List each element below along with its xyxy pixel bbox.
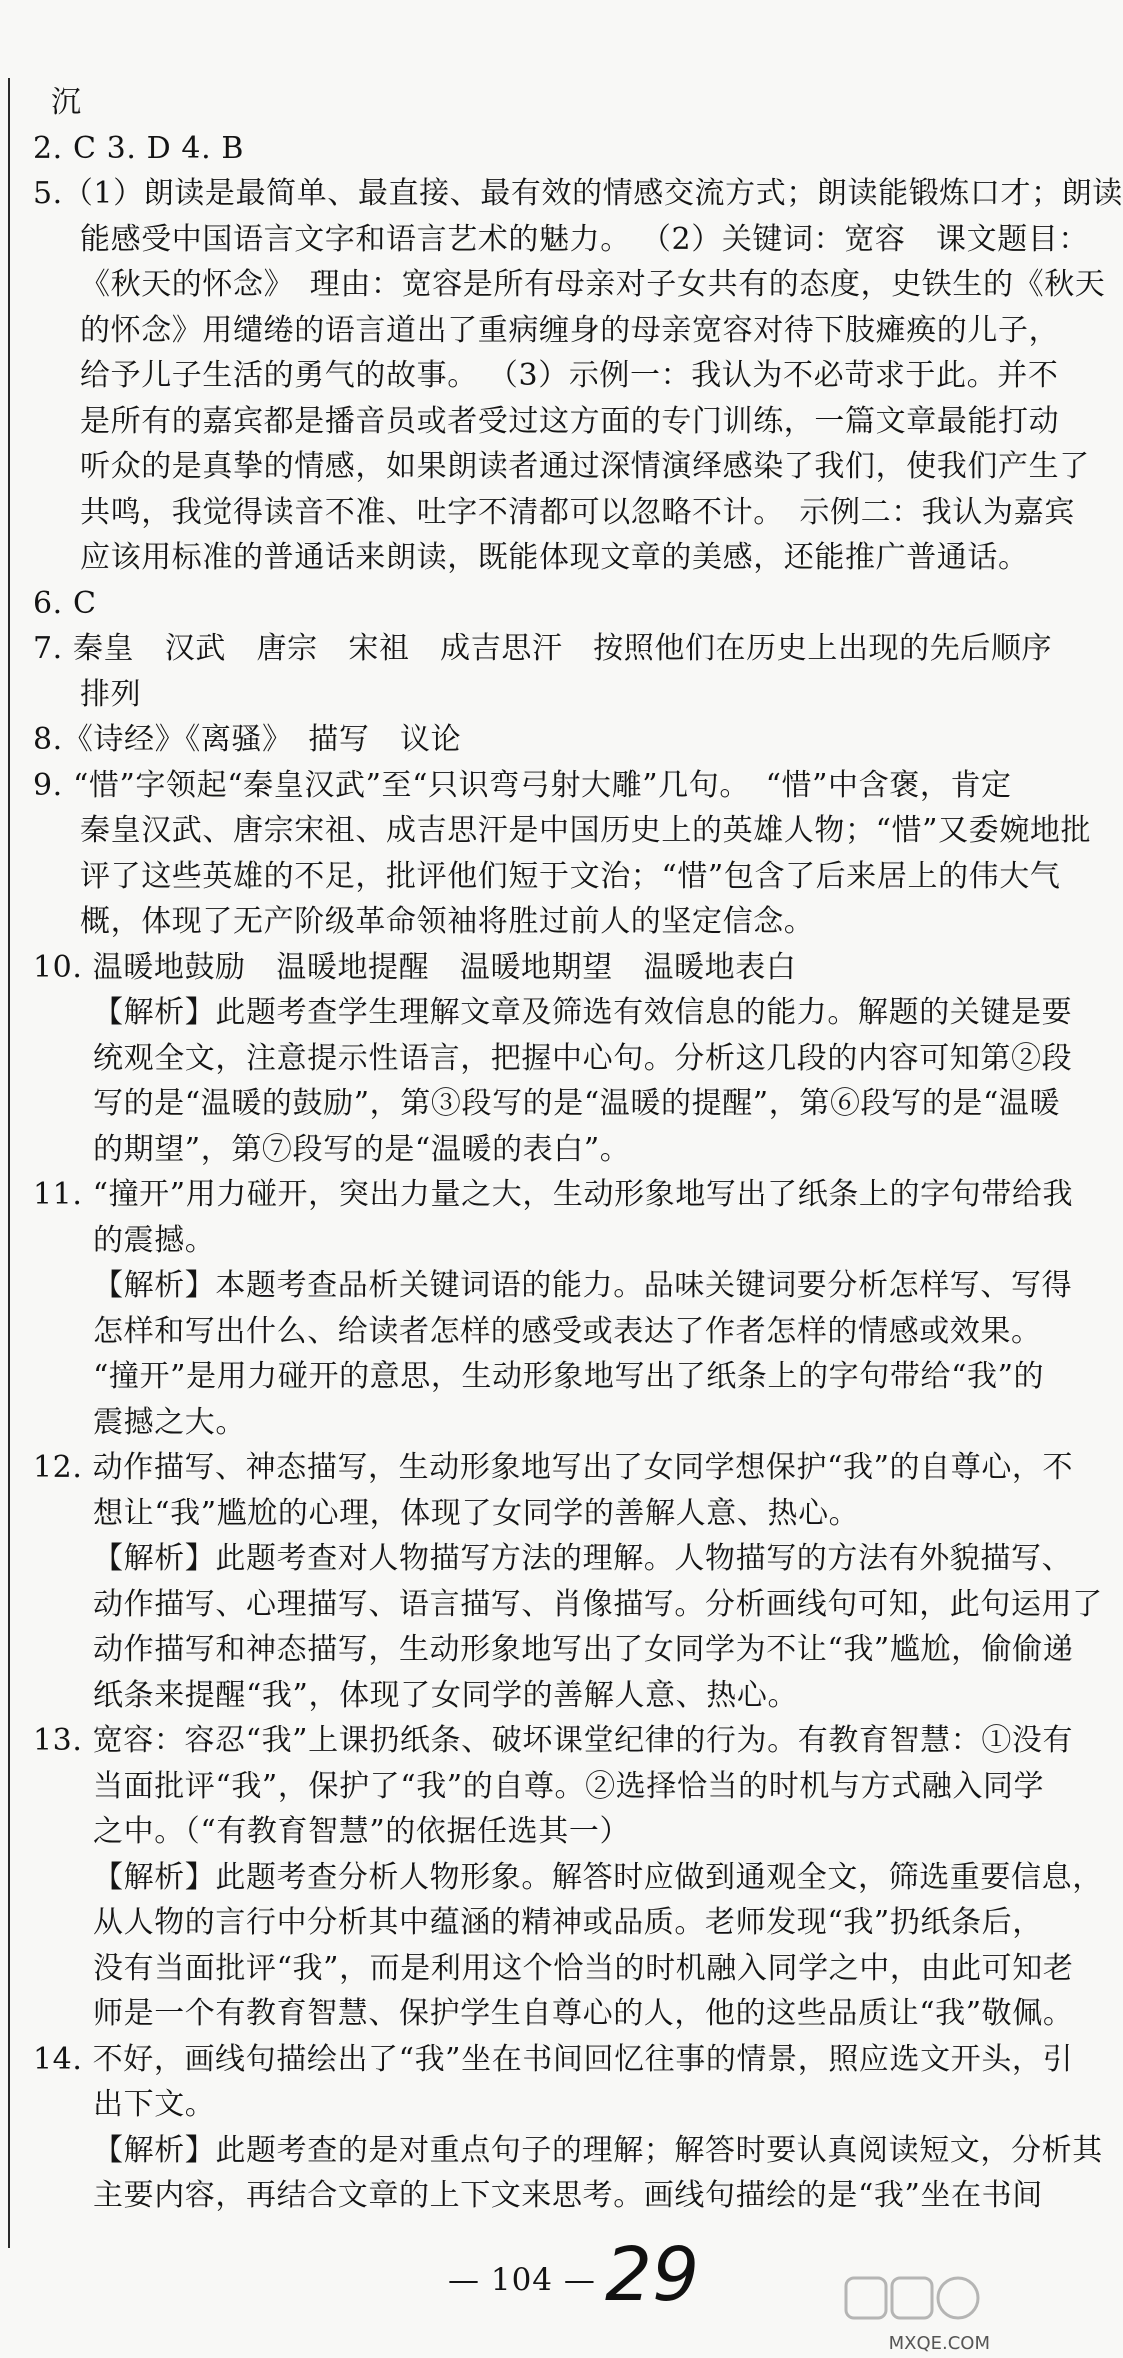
text-line: 排列 — [80, 676, 142, 712]
text-line: 12. 动作描写、神态描写，生动形象地写出了女同学想保护“我”的自尊心，不 — [33, 1450, 1074, 1485]
text-line: 的期望”，第⑦段写的是“温暖的表白”。 — [93, 1131, 631, 1167]
watermark-text: MXQE.COM — [888, 2333, 990, 2354]
text-line: 主要内容，再结合文章的上下文来思考。画线句描绘的是“我”坐在书间 — [93, 2178, 1043, 2213]
text-line: 10. 温暖地鼓励 温暖地提醒 温暖地期望 温暖地表白 — [33, 949, 797, 985]
text-line: 5.（1）朗读是最简单、最直接、最有效的情感交流方式；朗读能锻炼口才；朗读 — [33, 176, 1123, 211]
text-line: 共鸣，我觉得读音不准、吐字不清都可以忽略不计。 示例二：我认为嘉宾 — [80, 494, 1075, 530]
text-line: 动作描写和神态描写，生动形象地写出了女同学为不让“我”尴尬，偷偷递 — [93, 1632, 1074, 1667]
text-line: 沉 — [51, 85, 82, 120]
text-line: 评了这些英雄的不足，批评他们短于文治；“惜”包含了后来居上的伟大气 — [80, 858, 1061, 894]
text-line: 6. C — [33, 585, 97, 621]
text-line: 秦皇汉武、唐宗宋祖、成吉思汗是中国历史上的英雄人物；“惜”又委婉地批 — [80, 813, 1092, 848]
text-line: 【解析】此题考查学生理解文章及筛选有效信息的能力。解题的关键是要 — [93, 995, 1073, 1030]
text-line: 11. “撞开”用力碰开，突出力量之大，生动形象地写出了纸条上的字句带给我 — [33, 1177, 1074, 1212]
page-number: — 104 — — [448, 2262, 596, 2298]
text-line: 之中。（“有教育智慧”的依据任选其一） — [93, 1814, 631, 1849]
text-line: 想让“我”尴尬的心理，体现了女同学的善解人意、热心。 — [93, 1495, 860, 1531]
answer-text-body — [33, 80, 1123, 2219]
text-line: 的震撼。 — [93, 1222, 216, 1258]
handwritten-number: 29 — [605, 2232, 700, 2318]
text-line: 2. C 3. D 4. B — [33, 130, 245, 166]
text-line: 是所有的嘉宾都是播音员或者受过这方面的专门训练，一篇文章最能打动 — [80, 403, 1060, 439]
text-line: 师是一个有教育智慧、保护学生自尊心的人，他的这些品质让“我”敬佩。 — [93, 1996, 1074, 2031]
text-line: 14. 不好，画线句描绘出了“我”坐在书间回忆往事的情景，照应选文开头，引 — [33, 2041, 1074, 2077]
text-line: 震撼之大。 — [93, 1404, 246, 1440]
text-line: 出下文。 — [93, 2087, 216, 2122]
text-line: 9. “惜”字领起“秦皇汉武”至“只识弯弓射大雕”几句。 “惜”中含褒，肯定 — [33, 767, 1012, 803]
text-line: 纸条来提醒“我”，体现了女同学的善解人意、热心。 — [93, 1677, 799, 1713]
text-line: 7. 秦皇 汉武 唐宗 宋祖 成吉思汗 按照他们在历史上出现的先后顺序 — [33, 631, 1053, 666]
text-line: 13. 宽容：容忍“我”上课扔纸条、破坏课堂纪律的行为。有教育智慧：①没有 — [33, 1723, 1074, 1758]
text-line: 的怀念》用缱绻的语言道出了重病缠身的母亲宽容对待下肢瘫痪的儿子， — [80, 312, 1060, 348]
text-line: 当面批评“我”，保护了“我”的自尊。②选择恰当的时机与方式融入同学 — [93, 1768, 1045, 1804]
text-line: 从人物的言行中分析其中蕴涵的精神或品质。老师发现“我”扔纸条后， — [93, 1905, 1043, 1940]
margin-rule — [8, 78, 10, 2248]
text-line: 怎样和写出什么、给读者怎样的感受或表达了作者怎样的情感或效果。 — [93, 1313, 1042, 1349]
text-line: “撞开”是用力碰开的意思，生动形象地写出了纸条上的字句带给“我”的 — [93, 1359, 1045, 1394]
text-line: 应该用标准的普通话来朗读，既能体现文章的美感，还能推广普通话。 — [80, 540, 1029, 575]
text-line: 8.《诗经》《离骚》 描写 议论 — [33, 722, 462, 757]
text-line: 【解析】此题考查分析人物形象。解答时应做到通观全文，筛选重要信息， — [93, 1859, 1103, 1895]
text-line: 没有当面批评“我”，而是利用这个恰当的时机融入同学之中，由此可知老 — [93, 1950, 1074, 1986]
text-line: 动作描写、心理描写、语言描写、肖像描写。分析画线句可知，此句运用了 — [93, 1586, 1103, 1622]
text-line: 【解析】本题考查品析关键词语的能力。品味关键词要分析怎样写、写得 — [93, 1268, 1073, 1303]
text-line: 听众的是真挚的情感，如果朗读者通过深情演绎感染了我们，使我们产生了 — [80, 449, 1090, 484]
text-line: 给予儿子生活的勇气的故事。 （3）示例一：我认为不必苛求于此。并不 — [80, 358, 1059, 393]
text-line: 能感受中国语言文字和语言艺术的魅力。 （2）关键词：宽容 课文题目： — [80, 221, 1090, 257]
text-line: 统观全文，注意提示性语言，把握中心句。分析这几段的内容可知第②段 — [93, 1040, 1073, 1076]
text-line: 【解析】此题考查的是对重点句子的理解；解答时要认真阅读短文，分析其 — [93, 2132, 1103, 2168]
text-line: 写的是“温暖的鼓励”，第③段写的是“温暖的提醒”，第⑥段写的是“温暖 — [93, 1086, 1061, 1121]
text-line: 《秋天的怀念》 理由：宽容是所有母亲对子女共有的态度，史铁生的《秋天 — [80, 267, 1106, 302]
text-line: 【解析】此题考查对人物描写方法的理解。人物描写的方法有外貌描写、 — [93, 1541, 1073, 1576]
text-line: 概，体现了无产阶级革命领袖将胜过前人的坚定信念。 — [80, 904, 815, 939]
